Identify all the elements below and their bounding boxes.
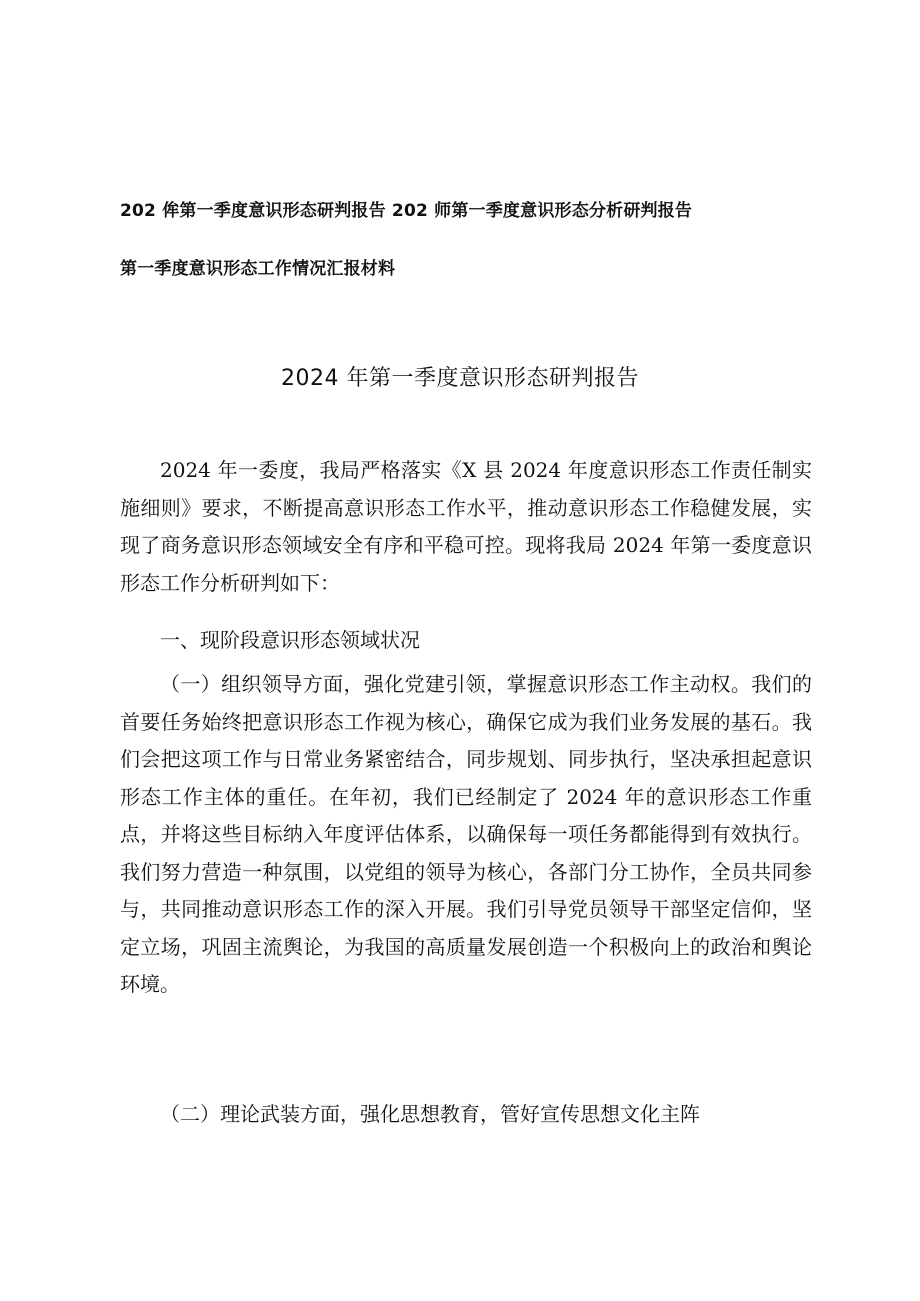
- document-title: 2024 年第一季度意识形态研判报告: [281, 366, 639, 391]
- header-title-line-2: 第一季度意识形态工作情况汇报材料: [120, 259, 396, 279]
- organization-leadership-paragraph: （一）组织领导方面，强化党建引领，掌握意识形态工作主动权。我们的首要任务始终把意识形态工作视为核心，确保它成为我们业务发展的基石。我们会把这项工作与日常业务紧密结合，同步规划、同步执行，坚决承担起意识形态工作主体的重任。在年初，我们已经制定了 2024 年的意识形态工作重点，并将这些目标纳入年度评估体系，以确保每一项任务都能得到有效执行。我们努力营造一种氛围，以党组的领导为核心，各部门分工协作，全员共同参与，共同推动意识形态工作的深入开展。我们引导党员领导干部坚定信仰，坚定立场，巩固主流舆论，为我国的高质量发展创造一个积极向上的政治和舆论环境。: [120, 672, 812, 996]
- section-heading-1: 一、现阶段意识形态领域状况: [160, 628, 420, 652]
- theory-education-paragraph: （二）理论武装方面，强化思想教育，管好宣传思想文化主阵: [160, 1102, 700, 1126]
- header-title-line-1: 202 侔第一季度意识形态研判报告 202 师第一季度意识形态分析研判报告: [120, 201, 693, 221]
- intro-paragraph: 2024 年一委度，我局严格落实《X 县 2024 年度意识形态工作责任制实施细则》要求，不断提高意识形态工作水平，推动意识形态工作稳健发展，实现了商务意识形态领域安全有序和平稳可控。现将我局 2024 年第一委度意识形态工作分析研判如下：: [120, 458, 812, 595]
